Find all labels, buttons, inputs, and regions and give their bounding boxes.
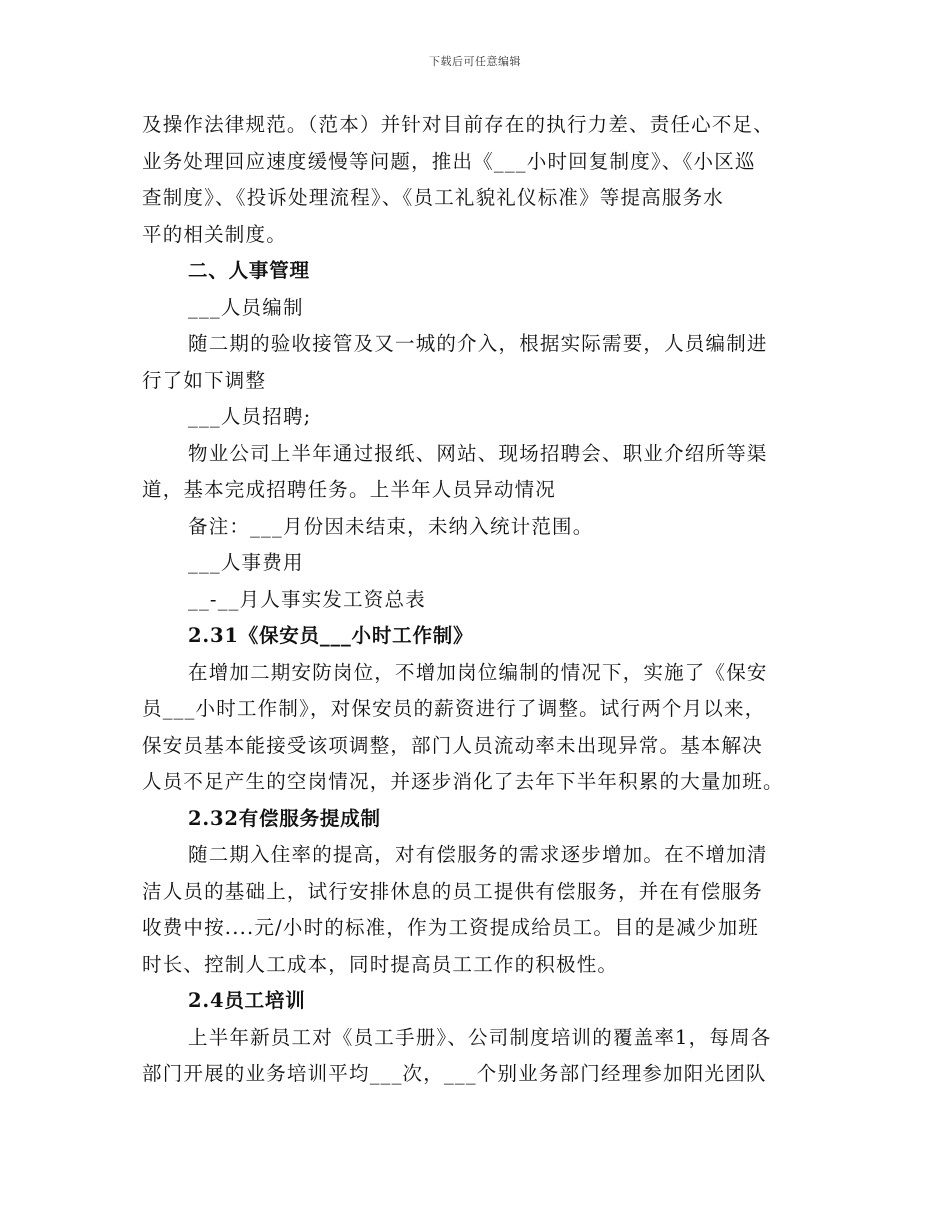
text-line: 保安员基本能接受该项调整，部门人员流动率未出现异常。基本解决 xyxy=(142,733,764,757)
text-line: 行了如下调整 xyxy=(142,368,267,392)
text-line: 备注：___月份因未结束，未纳入统计范围。 xyxy=(188,514,594,538)
section-heading: 2.32有偿服务提成制 xyxy=(188,806,381,830)
section-heading: 二、人事管理 xyxy=(188,259,310,282)
text-line: 业务处理回应速度缓慢等问题，推出《___小时回复制度》、《小区巡 xyxy=(142,149,756,173)
text-line: 随二期入住率的提高，对有偿服务的需求逐步增加。在不增加清 xyxy=(188,843,768,866)
text-line: 收费中按....元/小时的标准，作为工资提成给员工。目的是减少加班 xyxy=(142,916,759,939)
text-line: 部门开展的业务培训平均___次，___个别业务部门经理参加阳光团队 xyxy=(142,1062,767,1085)
text-line: ___人员编制 xyxy=(188,295,304,319)
text-line: 平的相关制度。 xyxy=(142,222,287,246)
section-heading: 2.31《保安员___小时工作制》 xyxy=(188,624,474,647)
text-line: 员___小时工作制》，对保安员的薪资进行了调整。试行两个月以来， xyxy=(142,697,766,720)
text-line: 及操作法律规范。（范本）并针对目前存在的执行力差、责任心不足、 xyxy=(142,113,774,136)
text-line: 在增加二期安防岗位，不增加岗位编制的情况下，实施了《保安 xyxy=(188,660,768,684)
text-line: ___人员招聘; xyxy=(188,405,312,428)
text-line: 物业公司上半年通过报纸、网站、现场招聘会、职业介绍所等渠 xyxy=(188,441,768,465)
document-body xyxy=(142,107,810,1093)
text-line: 上半年新员工对《员工手册》、公司制度培训的覆盖率1，每周各 xyxy=(188,1025,772,1049)
text-line: 时长、控制人工成本，同时提高员工工作的积极性。 xyxy=(142,952,619,976)
text-line: 洁人员的基础上，试行安排休息的员工提供有偿服务，并在有偿服务 xyxy=(142,879,764,903)
text-line: __-__月人事实发工资总表 xyxy=(188,587,426,611)
text-line: 随二期的验收接管及又一城的介入，根据实际需要，人员编制进 xyxy=(188,332,768,355)
text-line: 人员不足产生的空岗情况，并逐步消化了去年下半年积累的大量加班。 xyxy=(142,770,784,793)
section-heading: 2.4员工培训 xyxy=(188,989,306,1012)
text-line: 查制度》、《投诉处理流程》、《员工礼貌礼仪标准》等提高服务水 xyxy=(142,186,725,209)
text-line: 道，基本完成招聘任务。上半年人员异动情况 xyxy=(142,478,557,501)
text-line: ___人事费用 xyxy=(188,551,304,574)
page-header: 下载后可任意编辑 xyxy=(429,55,521,68)
